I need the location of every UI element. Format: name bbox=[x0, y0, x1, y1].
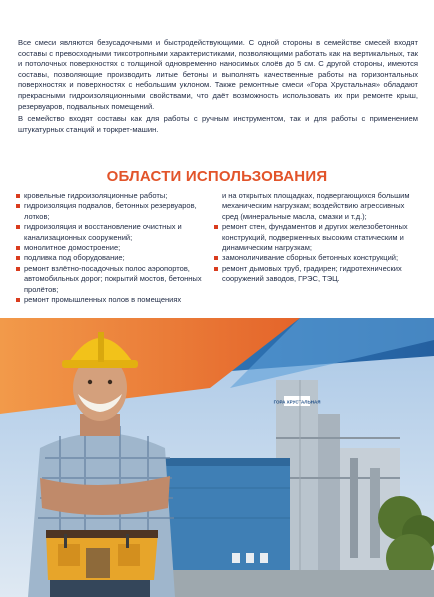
illustration-svg bbox=[0, 318, 434, 597]
applications-right-column bbox=[214, 191, 418, 285]
bullet-icon bbox=[214, 225, 218, 229]
list-item: гидроизоляция подвалов, бетонных резервуаров, лотков; bbox=[16, 201, 206, 222]
bullet-icon bbox=[214, 256, 218, 260]
list-item: кровельные гидроизоляционные работы; bbox=[16, 191, 206, 201]
bullet-icon bbox=[16, 267, 20, 271]
list-item: гидроизоляция и восстановление очистных и канализационных сооружений; bbox=[16, 222, 206, 243]
worker-and-plant-illustration bbox=[0, 318, 434, 597]
list-item: монолитное домостроение; bbox=[16, 243, 206, 253]
bullet-icon bbox=[16, 204, 20, 208]
bullet-icon bbox=[16, 194, 20, 198]
section-title: ОБЛАСТИ ИСПОЛЬЗОВАНИЯ bbox=[106, 168, 328, 185]
applications-left-column bbox=[16, 191, 206, 305]
intro-paragraph-1: Все смеси являются безусадочными и быстродействующими. С одной стороны в семействе смесей входят составы с превосходными тиксотропными характеристиками, позволяющими работать как на вертикальных, так и потолочных поверхностях с толщиной одновременно наносимых слоёв до 5 см. С другой стороны, имеются составы, позволяющие производить литые бетоны и выполнять качественные работы на горизонтальных поверхностях и поверхностях с небольшим уклоном. Также ремонтные смеси «Гора Хрустальная» обладают прекрасными гидроизоляционными свойствами, что даёт возможность использовать их при ремонте крыш, резервуаров, подвальных помещений. bbox=[18, 38, 418, 111]
bullet-icon bbox=[214, 267, 218, 271]
list-item: ремонт дымовых труб, градирен; гидротехнических сооружений заводов, ГРЭС, ТЭЦ. bbox=[214, 264, 418, 285]
list-item: замоноличивание сборных бетонных конструкций; bbox=[214, 253, 418, 263]
bullet-icon bbox=[16, 298, 20, 302]
list-item: ремонт стен, фундаментов и других железобетонных конструкций, подверженных высоким статическим и динамическим нагрузкам; bbox=[214, 222, 418, 253]
list-item-continuation: и на открытых площадках, подвергающихся большим механическим нагрузкам; воздействию агрессивных сред (минеральные масла, смазки и т.д.); bbox=[222, 191, 410, 221]
list-item: ремонт взлётно-посадочных полос аэропортов, автомобильных дорог; покрытий мостов, бетонных пролётов; bbox=[16, 264, 206, 295]
list-item: подливка под оборудование; bbox=[16, 253, 206, 263]
plant-sign: ГОРА ХРУСТАЛЬНАЯ bbox=[273, 399, 321, 405]
bullet-icon bbox=[16, 256, 20, 260]
bullet-icon bbox=[16, 225, 20, 229]
intro-paragraph-2: В семейство входят составы как для работы с ручным инструментом, так и для работы с применением штукатурных станций и торкрет-машин. bbox=[18, 114, 418, 134]
intro-text bbox=[18, 38, 418, 135]
bullet-icon bbox=[16, 246, 20, 250]
ground bbox=[140, 570, 434, 597]
list-item: ремонт промышленных полов в помещениях bbox=[16, 295, 206, 305]
